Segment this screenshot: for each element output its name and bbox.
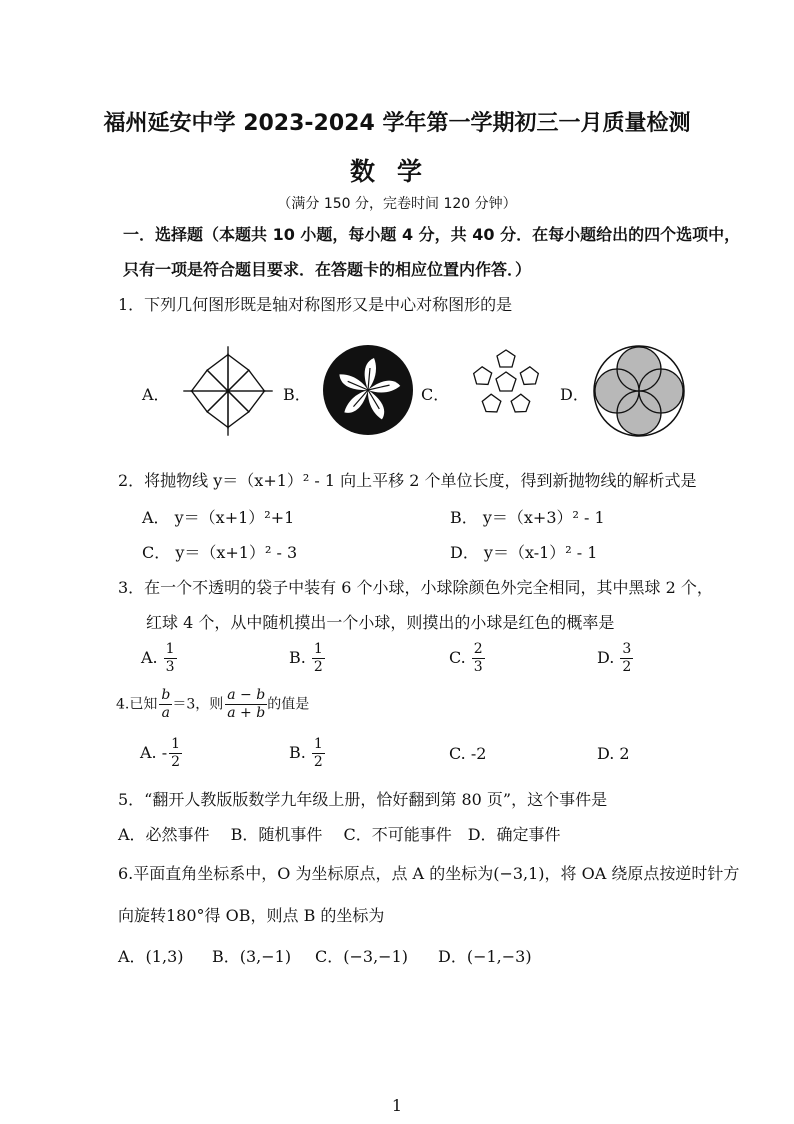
q2-option-a: A． y＝（x+1）²+1 [142,508,295,527]
subject-title: 数学 [349,157,444,186]
q4-option-b: B. $\frac{1}{2}$ [289,736,323,770]
q4-prefix: 4.已知 [116,696,158,713]
q4-option-c: C. -2 [449,744,487,763]
q3-option-b [289,641,325,676]
q1-option-c-label: C． [421,385,450,404]
fraction: $\frac{1}{2}$ [313,641,323,675]
q1-option-a-label: A． [142,385,170,404]
section-instructions-line2: 只有一项是符合题目要求．在答题卡的相应位置内作答．） [123,260,532,279]
q5-options: A．必然事件 B．随机事件 C．不可能事件 D．确定事件 [118,825,561,844]
section-instructions-line1: 一．选择题（本题共 10 小题，每小题 4 分，共 40 分．在每小题给出的四个选项中， [123,225,741,244]
fraction: $\frac{1}{2}$ [313,736,323,770]
q3-option-a-label: A. [141,648,158,667]
fraction: $\frac{1}{2}$ [171,736,181,770]
exam-note: （满分 150 分，完卷时间 120 分钟） [277,196,517,212]
q3-stem-line1: 3．在一个不透明的袋子中装有 6 个小球，小球除颜色外完全相同，其中黑球 2 个， [118,578,713,597]
q3-option-a [141,641,177,676]
pinwheel-icon [176,344,280,438]
q3-option-b-label: B. [289,648,306,667]
q4-suffix: 的值是 [267,696,310,713]
q2-option-d: D． y＝（x-1）² - 1 [450,543,598,562]
q6-option-b: B．(3,−1) [212,947,292,966]
q4-option-d: D. 2 [597,744,630,763]
q3-option-c [449,641,485,676]
q4-option-a: A. - $\frac{1}{2}$ [140,736,181,770]
q6-stem-line1: 6.平面直角坐标系中，O 为坐标原点，点 A 的坐标为(−3,1)，将 OA 绕原点按逆时针方 [118,864,740,883]
q2-stem: 2．将抛物线 y＝（x+1）² - 1 向上平移 2 个单位长度，得到新抛物线的解析式是 [118,471,697,490]
q6-option-c: C．(−3,−1) [315,947,408,966]
q1-option-d-label: D． [560,385,589,404]
q2-option-c: C． y＝（x+1）² - 3 [142,543,298,562]
q3-option-d [597,641,633,676]
pentagon-ring-icon [458,344,554,434]
q1-stem: 1．下列几何图形既是轴对称图形又是中心对称图形的是 [118,295,513,314]
exam-title: 福州延安中学 2023-2024 学年第一学期初三一月质量检测 [103,111,691,136]
q3-option-c-label: C. [449,648,466,667]
q3-option-d-label: D. [597,648,615,667]
q4-given-fraction: $\frac{b}{a}$ [161,687,171,721]
fraction: $\frac{2}{3}$ [473,641,483,675]
fraction: $\frac{3}{2}$ [622,641,632,675]
q6-option-a: A．(1,3) [118,947,184,966]
page-number: 1 [391,1096,403,1115]
q5-stem: 5．“翻开人教版版数学九年级上册，恰好翻到第 80 页”，这个事件是 [118,790,608,809]
bauhinia-flower-icon [322,344,414,436]
q2-option-b: B． y＝（x+3）² - 1 [450,508,605,527]
q6-stem-line2: 向旋转180°得 OB，则点 B 的坐标为 [118,906,385,925]
q1-option-b-label: B． [283,385,311,404]
q6-option-d: D．(−1,−3) [438,947,532,966]
q4-expression-fraction: $\frac{a - b}{a + b}$ [227,687,266,721]
q3-stem-line2: 红球 4 个，从中随机摸出一个小球，则摸出的小球是红色的概率是 [146,613,615,632]
fraction: $\frac{1}{3}$ [165,641,175,675]
q4-equals: ＝3，则 [172,696,224,713]
q4-stem [116,687,309,722]
circle-petals-icon [592,344,686,438]
